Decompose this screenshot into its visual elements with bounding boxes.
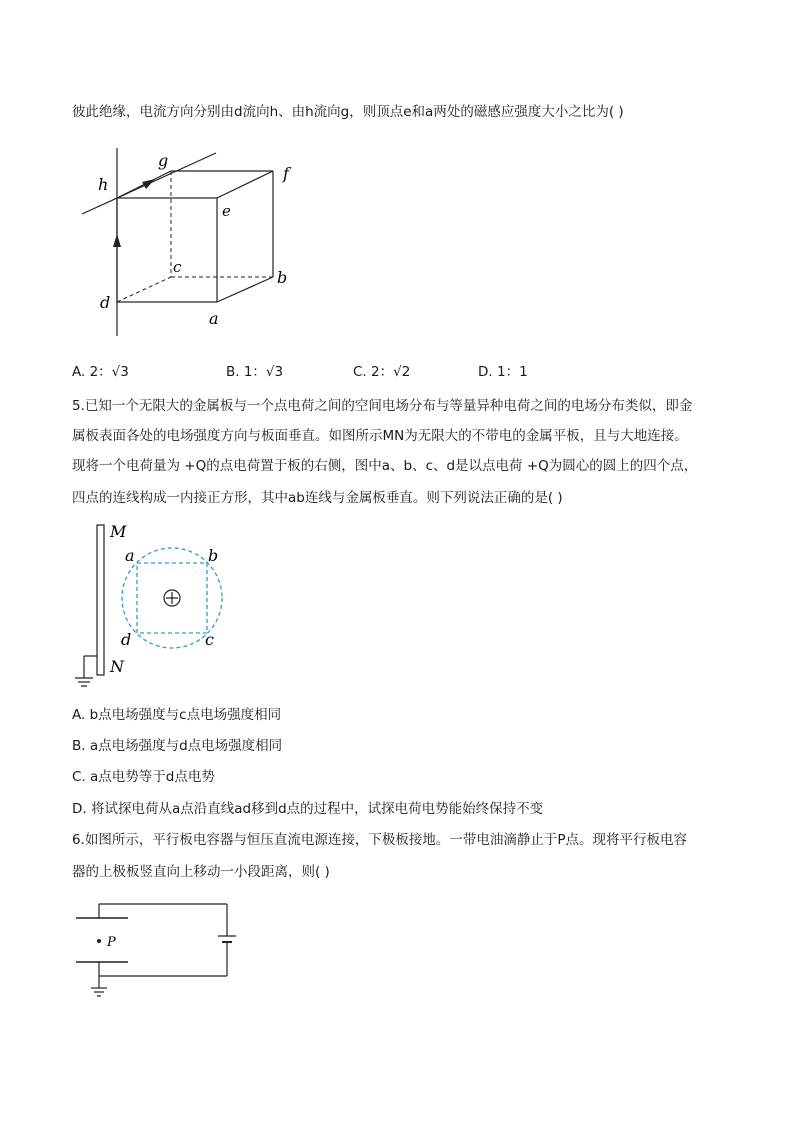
q5-stem-line-4: 四点的连线构成一内接正方形，其中ab连线与金属板垂直。则下列说法正确的是( ) bbox=[72, 490, 563, 506]
label-h: h bbox=[98, 175, 109, 194]
q6-stem-line-1: 6.如图所示，平行板电容器与恒压直流电源连接，下极板接地。一带电油滴静止于P点。现将平行板电容 bbox=[72, 832, 688, 848]
label-f: f bbox=[283, 164, 289, 183]
wire-hg bbox=[82, 153, 216, 214]
label-a: a bbox=[209, 309, 219, 328]
q4-option-d: D. 1：1 bbox=[478, 364, 528, 380]
label-d: d bbox=[100, 293, 111, 312]
label-N: N bbox=[110, 657, 124, 676]
q5-stem-line-3: 现将一个电荷量为 +Q的点电荷置于板的右侧，图中a、b、c、d是以点电荷 +Q为圆心的圆上的四个点， bbox=[72, 458, 698, 474]
q4-option-c: C. 2：√2 bbox=[353, 364, 411, 380]
q4-option-b: B. 1：√3 bbox=[226, 364, 284, 380]
q5-option-b: B. a点电场强度与d点电场强度相同 bbox=[72, 738, 283, 754]
arrow-right-icon bbox=[142, 179, 155, 189]
q5-option-d: D. 将试探电荷从a点沿直线ad移到d点的过程中，试探电荷电势能始终保持不变 bbox=[72, 801, 544, 817]
q6-stem-line-2: 器的上极板竖直向上移动一小段距离，则( ) bbox=[72, 864, 330, 880]
q5-stem-line-1: 5.已知一个无限大的金属板与一个点电荷之间的空间电场分布与等量异种电荷之间的电场分布类似，即金 bbox=[72, 398, 693, 414]
label-g: g bbox=[158, 151, 169, 170]
arrow-up-icon bbox=[113, 234, 121, 247]
dashed-square bbox=[137, 563, 207, 633]
label-b: b bbox=[277, 268, 288, 287]
q5-option-c: C. a点电势等于d点电势 bbox=[72, 769, 215, 785]
ground-icon bbox=[75, 656, 97, 686]
plus-charge-icon bbox=[164, 590, 180, 606]
label-c: c bbox=[173, 258, 182, 276]
q4-option-a: A. 2：√3 bbox=[72, 364, 129, 380]
oil-drop-point bbox=[97, 939, 101, 943]
dashed-circle bbox=[122, 548, 222, 648]
q5-stem-line-2: 属板表面各处的电场强度方向与板面垂直。如图所示MN为无限大的不带电的金属平板，且与大地连接。 bbox=[72, 428, 688, 444]
label-c: c bbox=[205, 630, 214, 649]
label-a: a bbox=[125, 546, 135, 565]
q4-stem-line: 彼此绝缘，电流方向分别由d流向h、由h流向g，则顶点e和a两处的磁感应强度大小之比为( ) bbox=[72, 104, 624, 120]
label-d: d bbox=[121, 630, 132, 649]
q5-option-a: A. b点电场强度与c点电场强度相同 bbox=[72, 707, 282, 723]
cube-front-face bbox=[117, 198, 217, 302]
metal-plate bbox=[97, 525, 104, 675]
label-b: b bbox=[208, 546, 219, 565]
label-e: e bbox=[222, 202, 231, 220]
label-P: P bbox=[107, 935, 116, 950]
label-M: M bbox=[110, 522, 127, 541]
